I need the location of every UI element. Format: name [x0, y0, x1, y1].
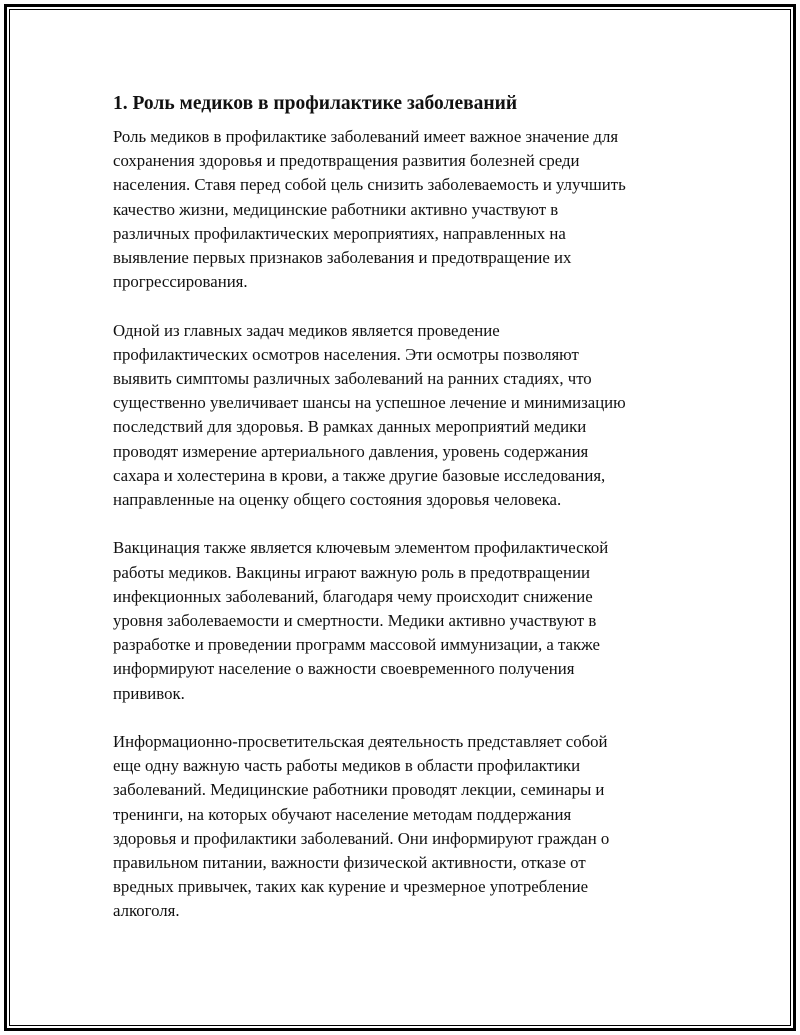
- document-content: [113, 90, 683, 948]
- paragraph-3: Вакцинация также является ключевым элементом профилактической работы медиков. Вакцины играют важную роль в предотвращении инфекционных заболеваний, благодаря чему происходит снижение уровня заболеваемости и смертности. Медики активно участвуют в разработке и проведении программ массовой иммунизации, а также информируют население о важности своевременного получения прививок.: [113, 538, 609, 703]
- paragraph-2: Одной из главных задач медиков является проведение профилактических осмотров населения. Эти осмотры позволяют выявить симптомы различных заболеваний на ранних стадиях, что существенно увеличивает шансы на успешное лечение и минимизацию последствий для здоровья. В рамках данных мероприятий медики проводят измерение артериального давления, уровень содержания сахара и холестерина в крови, а также другие базовые исследования, направленные на оценку общего состояния здоровья человека.: [113, 320, 626, 510]
- paragraph-1: Роль медиков в профилактике заболеваний имеет важное значение для сохранения здоровья и предотвращения развития болезней среди населения. Ставя перед собой цель снизить заболеваемость и улучшить качество жизни, медицинские работники активно участвуют в различных профилактических мероприятиях, направленных на выявление первых признаков заболевания и предотвращение их прогрессирования.: [113, 127, 626, 292]
- section-heading: 1. Роль медиков в профилактике заболеваний: [113, 93, 518, 114]
- paragraph-4: Информационно-просветительская деятельность представляет собой еще одну важную часть работы медиков в области профилактики заболеваний. Медицинские работники проводят лекции, семинары и тренинги, на которых обучают население методам поддержания здоровья и профилактики заболеваний. Они информируют граждан о правильном питании, важности физической активности, отказе от вредных привычек, таких как курение и чрезмерное употребление алкоголя.: [113, 732, 610, 921]
